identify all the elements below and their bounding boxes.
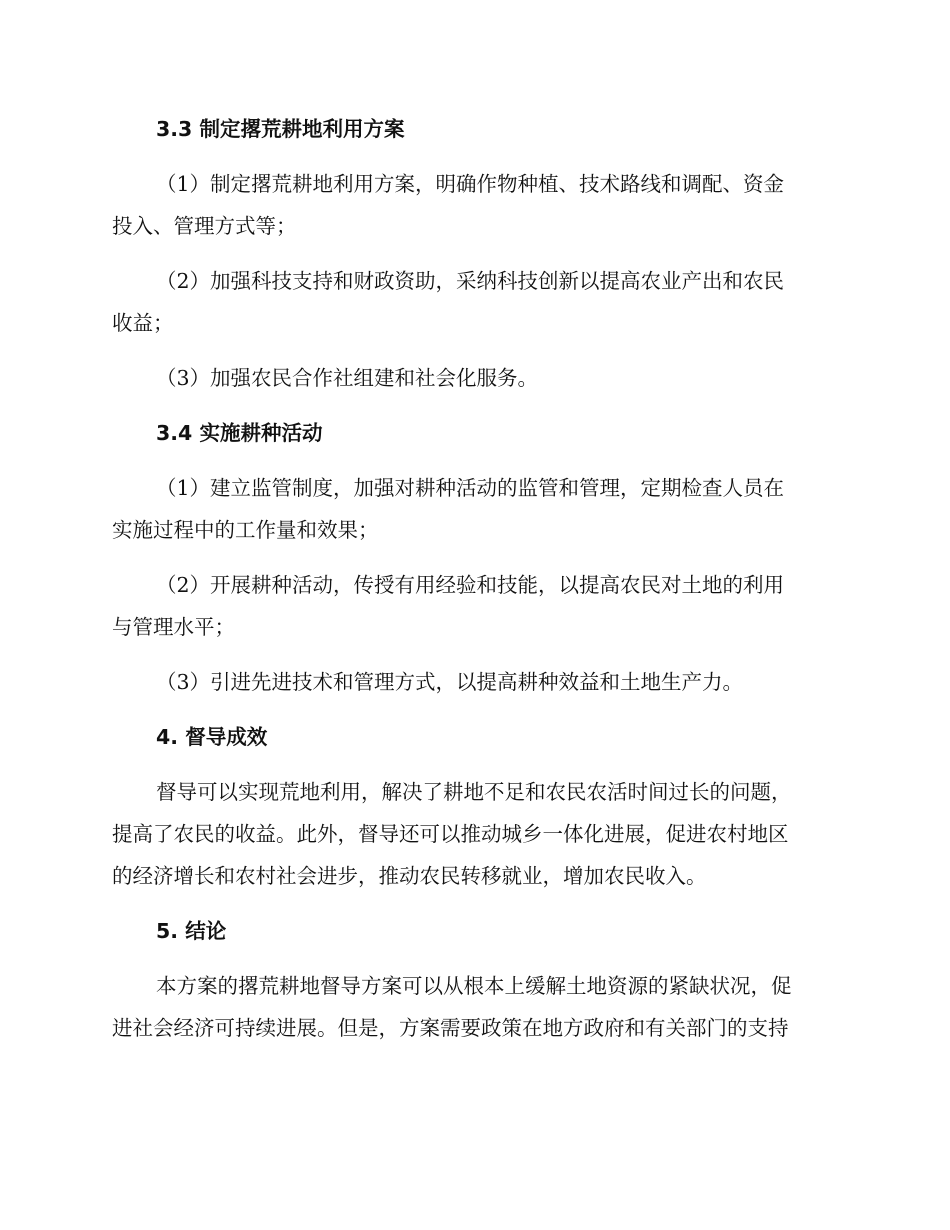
paragraph-line: 实施过程中的工作量和效果； [112, 518, 379, 542]
paragraph [112, 564, 832, 648]
paragraph-line: 本方案的撂荒耕地督导方案可以从根本上缓解土地资源的紧缺状况，促 [156, 974, 792, 998]
paragraph [112, 965, 832, 1049]
paragraph-line: （1）制定撂荒耕地利用方案，明确作物种植、技术路线和调配、资金 [156, 172, 785, 196]
section-heading-5: 5. 结论 [156, 919, 227, 943]
section-heading-3-4: 3.4 实施耕种活动 [156, 421, 323, 445]
paragraph-line: （2）开展耕种活动，传授有用经验和技能，以提高农民对土地的利用 [156, 573, 785, 597]
paragraph [112, 771, 832, 897]
paragraph-line: 进社会经济可持续进展。但是，方案需要政策在地方政府和有关部门的支持 [112, 1016, 789, 1040]
paragraph-line: 与管理水平； [112, 615, 235, 639]
paragraph-line: （1）建立监管制度，加强对耕种活动的监管和管理，定期检查人员在 [156, 476, 785, 500]
paragraph-line: 投入、管理方式等； [112, 214, 297, 238]
paragraph-line: 的经济增长和农村社会进步，推动农民转移就业，增加农民收入。 [112, 864, 707, 888]
section-heading-3-3: 3.3 制定撂荒耕地利用方案 [156, 117, 405, 141]
paragraph [112, 661, 832, 703]
paragraph [112, 163, 832, 247]
paragraph-line: （2）加强科技支持和财政资助，采纳科技创新以提高农业产出和农民 [156, 269, 785, 293]
paragraph-line: （3）引进先进技术和管理方式，以提高耕种效益和土地生产力。 [156, 670, 744, 694]
document-body [112, 108, 832, 1049]
paragraph-line: 收益； [112, 311, 174, 335]
paragraph-line: 督导可以实现荒地利用，解决了耕地不足和农民农活时间过长的问题， [156, 780, 792, 804]
paragraph-line: 提高了农民的收益。此外，督导还可以推动城乡一体化进展，促进农村地区 [112, 822, 789, 846]
section-heading-4: 4. 督导成效 [156, 725, 268, 749]
paragraph-line: （3）加强农民合作社组建和社会化服务。 [156, 366, 539, 390]
paragraph [112, 260, 832, 344]
paragraph [112, 467, 832, 551]
paragraph [112, 357, 832, 399]
